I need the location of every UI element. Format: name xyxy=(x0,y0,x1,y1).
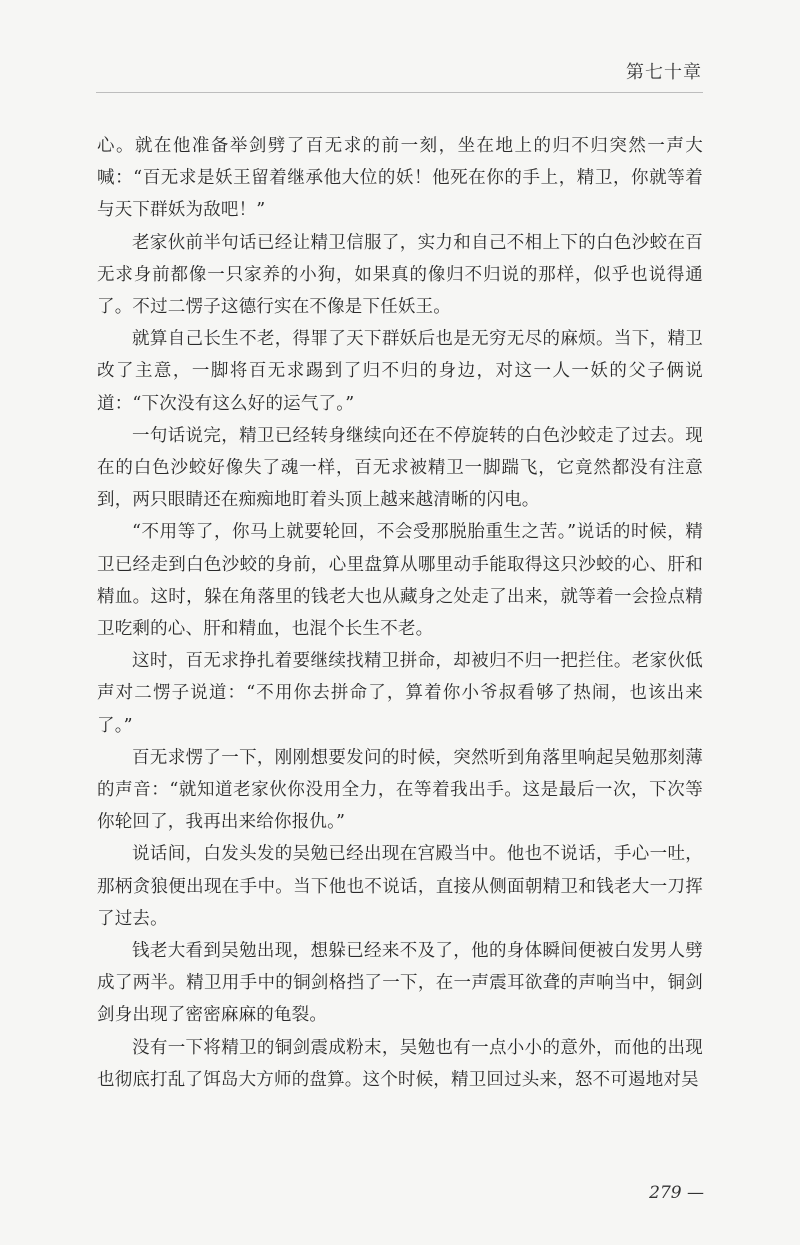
paragraph: 百无求愣了一下，刚刚想要发问的时候，突然听到角落里响起吴勉那刻薄的声音：“就知道老家伙你没用全力，在等着我出手。这是最后一次，下次等你轮回了，我再出来给你报仇。” xyxy=(97,747,703,833)
paragraph: 钱老大看到吴勉出现，想躲已经来不及了，他的身体瞬间便被白发男人劈成了两半。精卫用手中的铜剑格挡了一下，在一声震耳欲聋的声响当中，铜剑剑身出现了密密麻麻的龟裂。 xyxy=(97,941,703,1026)
paragraph: 一句话说完，精卫已经转身继续向还在不停旋转的白色沙蛟走了过去。现在的白色沙蛟好像失了魂一样，百无求被精卫一脚踹飞，它竟然都没有注意到，两只眼睛还在痴痴地盯着头顶上越来越清晰的闪电。 xyxy=(97,425,703,511)
page-number: 279 — xyxy=(649,1183,704,1203)
header-divider xyxy=(96,92,703,93)
paragraph: 老家伙前半句话已经让精卫信服了，实力和自己不相上下的白色沙蛟在百无求身前都像一只家养的小狗，如果真的像归不归说的那样，似乎也说得通了。不过二愣子这德行实在不像是下任妖王。 xyxy=(97,232,703,318)
paragraph: 这时，百无求挣扎着要继续找精卫拼命，却被归不归一把拦住。老家伙低声对二愣子说道：“不用你去拼命了，算着你小爷叔看够了热闹，也该出来了。” xyxy=(97,651,703,736)
paragraph: 心。就在他准备举剑劈了百无求的前一刻，坐在地上的归不归突然一声大喊：“百无求是妖王留着继承他大位的妖！他死在你的手上，精卫，你就等着与天下群妖为敌吧！” xyxy=(97,136,703,221)
chapter-header: 第七十章 xyxy=(626,62,702,83)
paragraph: 就算自己长生不老，得罪了天下群妖后也是无穷无尽的麻烦。当下，精卫改了主意，一脚将百无求踢到了归不归的身边，对这一人一妖的父子俩说道：“下次没有这么好的运气了。” xyxy=(97,329,703,414)
paragraph: “不用等了，你马上就要轮回，不会受那脱胎重生之苦。”说话的时候，精卫已经走到白色沙蛟的身前，心里盘算从哪里动手能取得这只沙蛟的心、肝和精血。这时，躲在角落里的钱老大也从藏身之处走了出来，就等着一会捡点精卫吃剩的心、肝和精血，也混个长生不老。 xyxy=(97,522,703,640)
page-body xyxy=(97,130,703,1096)
paragraph: 没有一下将精卫的铜剑震成粉末，吴勉也有一点小小的意外，而他的出现也彻底打乱了饵岛大方师的盘算。这个时候，精卫回过头来，怒不可遏地对吴 xyxy=(97,1037,703,1090)
paragraph: 说话间，白发头发的吴勉已经出现在宫殿当中。他也不说话，手心一吐，那柄贪狼便出现在手中。当下他也不说话，直接从侧面朝精卫和钱老大一刀挥了过去。 xyxy=(97,844,703,929)
